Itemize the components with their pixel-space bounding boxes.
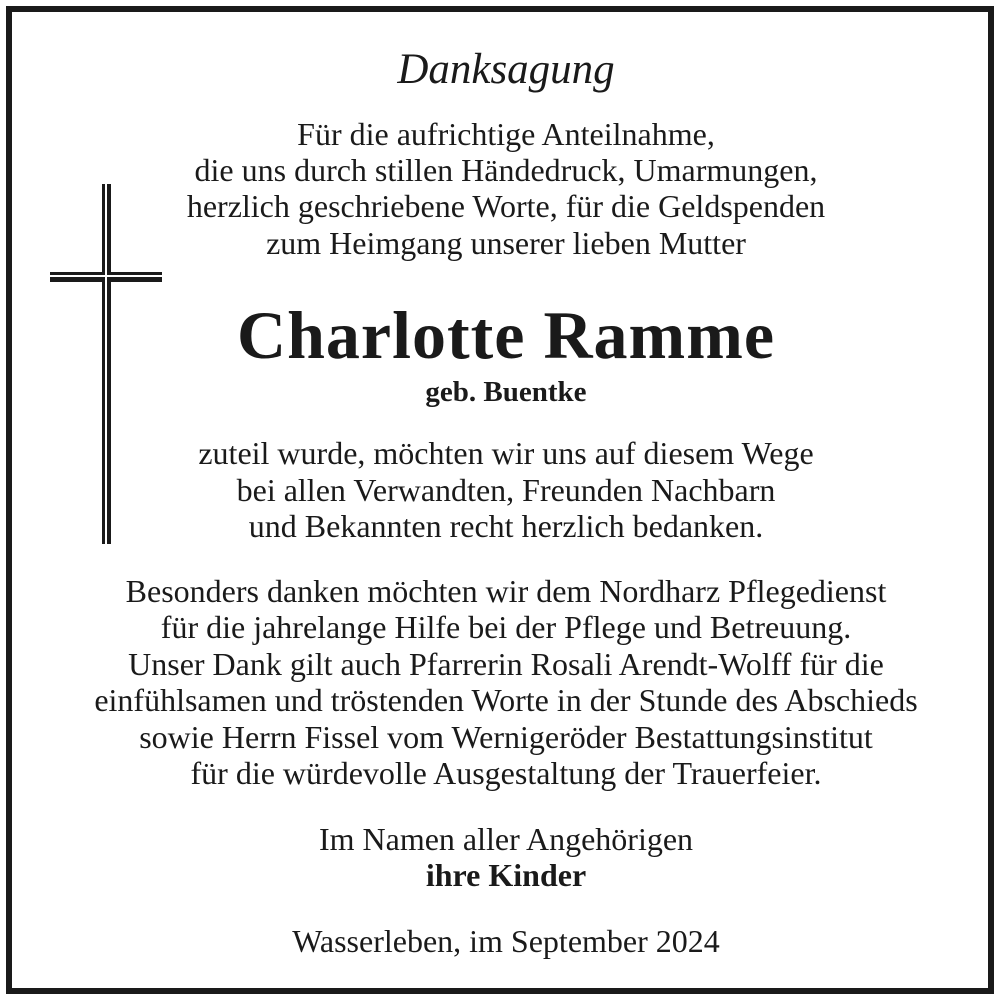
intro-line: Für die aufrichtige Anteilnahme,: [297, 116, 715, 152]
thanks-line: und Bekannten recht herzlich bedanken.: [248, 508, 764, 544]
special-thanks-line: Unser Dank gilt auch Pfarrerin Rosali Arendt-Wolff für die: [128, 646, 884, 682]
notice-title: Danksagung: [397, 46, 615, 93]
closing-text: Im Namen aller Angehörigen: [318, 821, 694, 857]
special-thanks-line: für die würdevolle Ausgestaltung der Trauerfeier.: [190, 755, 822, 791]
special-thanks-line: sowie Herrn Fissel vom Wernigeröder Bestattungsinstitut: [139, 719, 873, 755]
intro-line: herzlich geschriebene Worte, für die Geldspenden: [186, 188, 826, 224]
deceased-name: Charlotte Ramme: [236, 297, 776, 373]
obituary-notice-frame: [6, 6, 994, 994]
birth-name: geb. Buentke: [425, 376, 587, 408]
thanks-line: zuteil wurde, möchten wir uns auf diesem Wege: [198, 435, 814, 471]
thanks-line: bei allen Verwandten, Freunden Nachbarn: [236, 472, 776, 508]
signature: ihre Kinder: [425, 857, 587, 893]
intro-line: zum Heimgang unserer lieben Mutter: [266, 225, 746, 261]
intro-line: die uns durch stillen Händedruck, Umarmungen,: [194, 152, 818, 188]
cross-icon: [12, 12, 182, 552]
special-thanks-line: einfühlsamen und tröstenden Worte in der Stunde des Abschieds: [94, 682, 918, 718]
place-date: Wasserleben, im September 2024: [292, 923, 720, 959]
special-thanks-line: Besonders danken möchten wir dem Nordharz Pflegedienst: [125, 573, 887, 609]
special-thanks-line: für die jahrelange Hilfe bei der Pflege und Betreuung.: [160, 609, 852, 645]
